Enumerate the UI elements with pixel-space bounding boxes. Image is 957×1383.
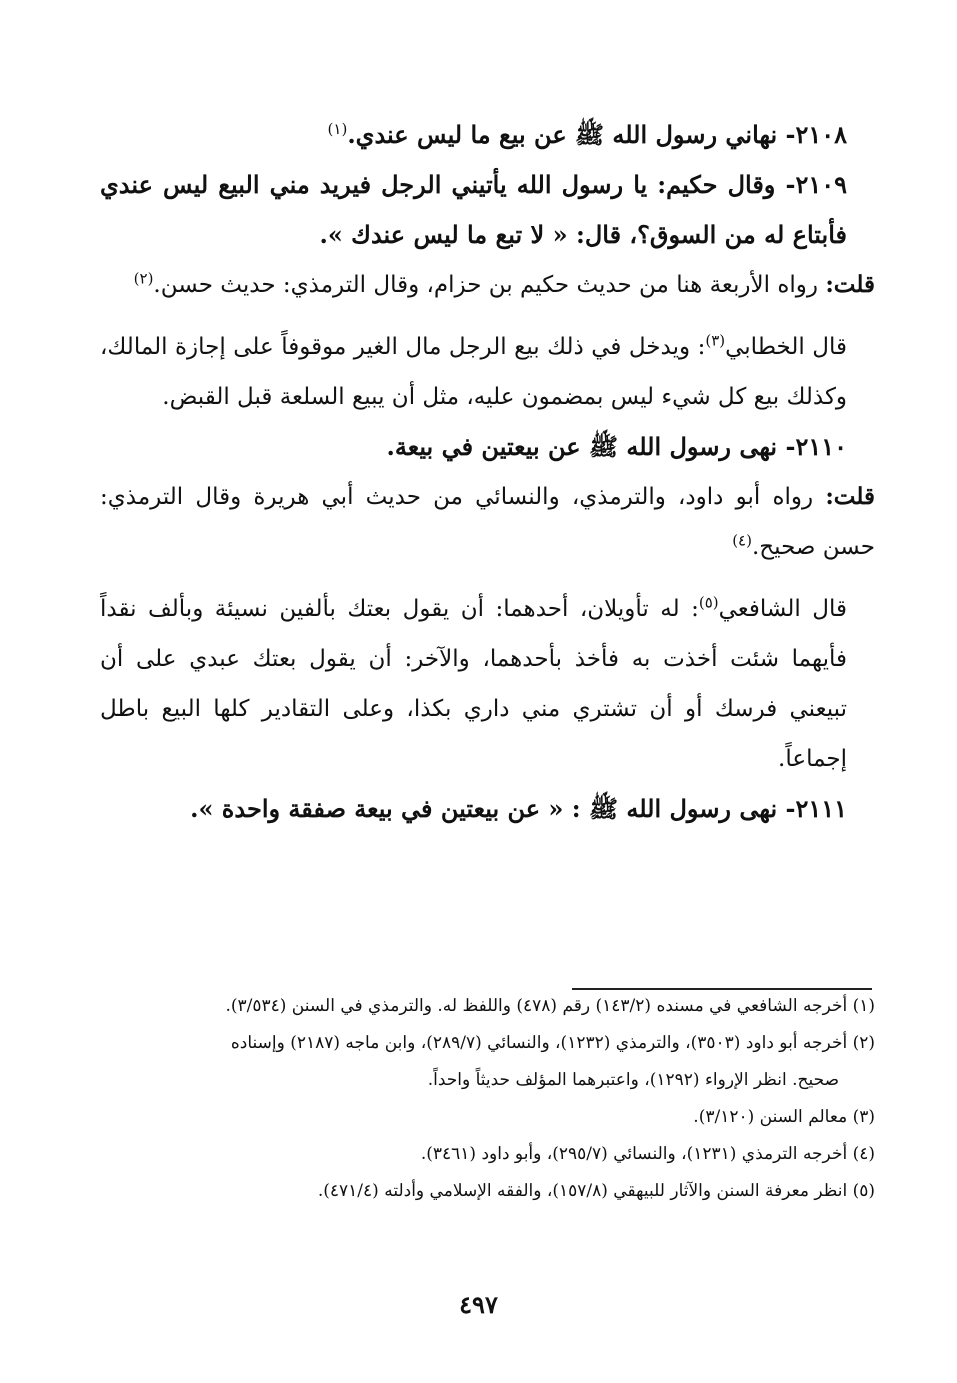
hadith-2108-text: ٢١٠٨- نهاني رسول الله ﷺ عن بيع ما ليس عندي. [347,120,847,149]
page-number: ٤٩٧ [459,1290,498,1319]
khattabi-label: قال الخطابي [725,334,847,360]
comment-2 [100,472,875,572]
hadith-2108 [100,110,875,160]
khattabi-quote [100,322,875,422]
note-ref-4: (٤) [732,531,752,550]
footnote-1: (١) أخرجه الشافعي في مسنده (١٤٣/٢) رقم (٤٧٨) واللفظ له. والترمذي في السنن (٣/٥٣٤). [225,996,875,1016]
footnotes [100,988,875,1210]
footnote-5: (٥) انظر معرفة السنن والآثار للبيهقي (١٥٧/٨)، والفقه الإسلامي وأدلته (٤٧١/٤). [317,1181,875,1201]
note-ref-2: (٢) [133,269,154,288]
khattabi-text: : ويدخل في ذلك بيع الرجل مال الغير موقوفاً على إجازة المالك، وكذلك بيع كل شيء ليس بمضمون عليه، مثل أن يبيع السلعة قبل القبض. [100,334,847,410]
hadith-2110: ٢١١٠- نهى رسول الله ﷺ عن بيعتين في بيعة. [386,432,847,461]
shafii-text: : له تأويلان، أحدهما: أن يقول بعتك بألفين نسيئة وبألف نقداً فأيهما شئت أخذت به فأخذ بأحدهما، والآخر: أن يقول بعتك عبدي على أن تبيعني فرسك أو أن تشتري مني داري بكذا، وعلى التقادير كلها البيع باطل إجماعاً. [100,596,847,772]
shafii-label: قال الشافعي [718,596,847,622]
footnote-2-continued: صحيح. انظر الإرواء (١٢٩٢)، واعتبرهما المؤلف حديثاً واحداً. [427,1070,839,1090]
footnote-4: (٤) أخرجه الترمذي (١٢٣١)، والنسائي (٢٩٥/٧)، وأبو داود (٣٤٦١). [420,1144,875,1164]
comment-1-text: رواه الأربعة هنا من حديث حكيم بن حزام، وقال الترمذي: حديث حسن. [153,272,818,298]
comment-1 [100,260,875,310]
qult-label: قلت: [825,271,875,298]
shafii-quote [100,584,875,784]
note-ref-3: (٣) [705,331,726,350]
note-ref-1: (١) [327,120,348,138]
footnote-2: (٢) أخرجه أبو داود (٣٥٠٣)، والترمذي (١٢٣٢)، والنسائي (٢٨٩/٧)، وابن ماجه (٢١٨٧) وإسناده [230,1033,875,1053]
qult-label-2: قلت: [825,483,875,510]
hadith-2109: ٢١٠٩- وقال حكيم: يا رسول الله يأتيني الرجل فيريد مني البيع ليس عندي فأبتاع له من السوق؟، قال: « لا تبع ما ليس عندك ». [100,170,847,249]
comment-2-text: رواه أبو داود، والترمذي، والنسائي من حديث أبي هريرة وقال الترمذي: حسن صحيح. [100,484,875,560]
hadith-2111: ٢١١١- نهى رسول الله ﷺ : « عن بيعتين في بيعة صفقة واحدة ». [190,794,847,823]
main-text [100,110,875,834]
note-ref-5: (٥) [698,593,719,612]
footnote-3: (٣) معالم السنن (٣/١٢٠). [693,1107,875,1127]
